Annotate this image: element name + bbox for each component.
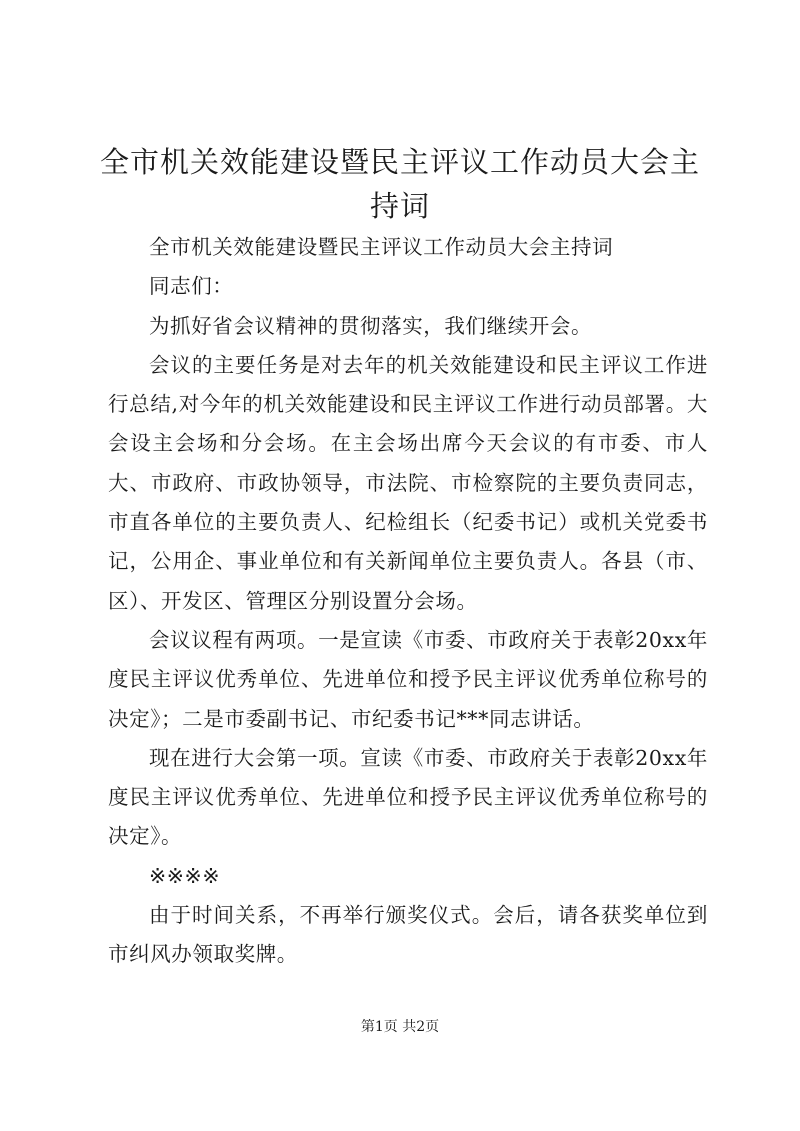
paragraph-subtitle: 全市机关效能建设暨民主评议工作动员大会主持词	[149, 235, 614, 259]
document-body	[108, 228, 708, 975]
page-number-footer: 第1页 共2页	[360, 1019, 440, 1035]
paragraph-agenda: 会议议程有两项。一是宣读《市委、市政府关于表彰20xx年度民主评议优秀单位、先进单位和授予民主评议优秀单位称号的决定》；二是市委副书记、市纪委书记***同志讲话。	[108, 627, 708, 731]
paragraph-closing: 由于时间关系，不再举行颁奖仪式。会后，请各获奖单位到市纠风办领取奖牌。	[108, 903, 708, 967]
paragraph-main-tasks: 会议的主要任务是对去年的机关效能建设和民主评议工作进行总结,对今年的机关效能建设和民主评议工作进行动员部署。大会设主会场和分会场。在主会场出席今天会议的有市委、市人大、市政府、市政协领导，市法院、市检察院的主要负责同志，市直各单位的主要负责人、纪检组长（纪委书记）或机关党委书记，公用企、事业单位和有关新闻单位主要负责人。各县（市、区）、开发区、管理区分别设置分会场。	[108, 352, 708, 613]
paragraph-first-item: 现在进行大会第一项。宣读《市委、市政府关于表彰20xx年度民主评议优秀单位、先进单位和授予民主评议优秀单位称号的决定》。	[108, 745, 708, 849]
paragraph-salutation: 同志们：	[149, 274, 234, 299]
paragraph-opening: 为抓好省会议精神的贯彻落实，我们继续开会。	[149, 313, 593, 338]
paragraph-marker: ※※※※	[149, 863, 221, 888]
document-title: 全市机关效能建设暨民主评议工作动员大会主持词	[100, 145, 701, 223]
